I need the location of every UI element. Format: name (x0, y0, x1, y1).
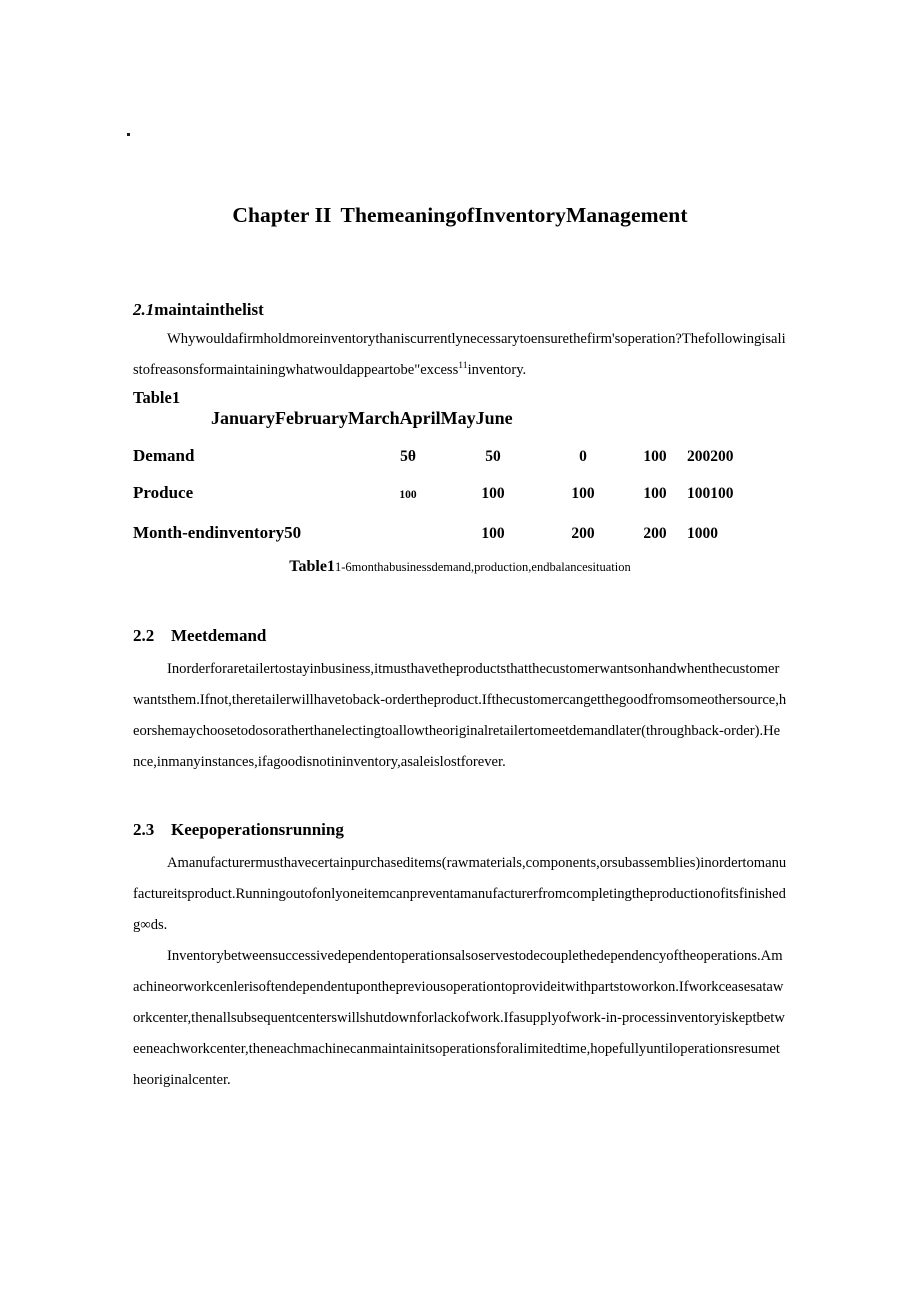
table-caption-text: 1-6monthabusinessdemand,production,endbalancesituation (334, 560, 631, 574)
paragraph-2-3-1: Amanufacturermusthavecertainpurchaseditems(rawmaterials,components,orsubassemblies)inordertomanufactureitsproduct.Runningoutofonlyoneitemcanpreventamanufacturerfromcompletingtheproductionofitsfinishedg∞ds. (133, 855, 787, 933)
page-content (133, 0, 787, 1096)
cell-produce-february: 100 (481, 485, 505, 502)
cell-demand-may-june: 200200 (687, 448, 734, 465)
table-months-header: JanuaryFebruaryMarchAprilMayJune (211, 408, 513, 428)
cell-produce-march: 100 (571, 485, 595, 502)
row-label-demand: Demand (133, 446, 195, 465)
table-row (133, 523, 787, 555)
title-spacer (133, 0, 787, 300)
cell-demand-march: 0 (579, 448, 587, 465)
section-title-2-1: maintainthelist (154, 300, 264, 319)
section-heading-2-3 (133, 820, 787, 840)
table-caption (133, 558, 787, 576)
section-number-2-2: 2.2 (133, 626, 155, 645)
cell-produce-april: 100 (643, 485, 667, 502)
section-heading-2-2 (133, 626, 787, 646)
cell-produce-january: 100 (399, 489, 417, 501)
paragraph-2-2-1: Inorderforaretailertostayinbusiness,itmusthavetheproductsthatthecustomerwantsonhandwhenthecustomerwantsthem.Ifnot,theretailerwillhavetoback-ordertheproduct.Ifthecustomercangetthegoodfromsomeothersource,heorshemaychoosetodosoratherthanelectingtoallowtheoriginalretailertomeetdemandlater(throughback-order).Hence,inmanyinstances,ifagoodisnotininventory,asaleislostforever. (133, 661, 787, 770)
cell-demand-april: 100 (643, 448, 667, 465)
cell-produce-may-june: 100100 (687, 485, 734, 502)
cell-endinv-may-june: 1000 (687, 525, 718, 542)
chapter-title (133, 203, 787, 228)
section-heading-2-1 (133, 300, 787, 320)
table-row (133, 483, 787, 523)
cell-endinv-march: 200 (571, 525, 595, 542)
cell-endinv-january (371, 523, 445, 555)
paragraph-text-before-sup: Whywouldafirmholdmoreinventorythaniscurrentlynecessarytoensurethefirm'soperation?Thefollowingisalistofreasonsformaintainingwhatwouldappeartobe"excess (133, 331, 786, 378)
cell-demand-january: 5θ (400, 448, 416, 465)
section-number-2-3: 2.3 (133, 820, 155, 839)
row-label-month-end-inventory: Month-endinventory50 (133, 523, 302, 542)
cell-demand-february: 50 (485, 448, 501, 465)
table-label: Table1 (133, 388, 181, 407)
table-row (133, 446, 787, 483)
inventory-table (133, 408, 787, 555)
row-label-produce: Produce (133, 483, 194, 502)
section-title-2-3: Keepoperationsrunning (171, 820, 344, 839)
scan-artifact-dot (127, 133, 130, 136)
section-title-2-2: Meetdemand (171, 626, 267, 645)
table-caption-label: Table1 (289, 558, 335, 575)
paragraph-2-1-1 (133, 324, 787, 386)
chapter-title-text: ThemeaningofInventoryManagement (340, 203, 688, 227)
paragraph-text-after-sup: inventory. (467, 362, 527, 378)
section-number-2-1: 2.1 (133, 300, 155, 319)
cell-endinv-april: 200 (643, 525, 667, 542)
chapter-number: Chapter II (232, 203, 332, 227)
cell-endinv-february: 100 (481, 525, 505, 542)
table-header-row (133, 408, 787, 446)
footnote-marker: 11 (458, 360, 468, 372)
paragraph-2-3-2: Inventorybetweensuccessivedependentoperationsalsoservestodecouplethedependencyoftheoperations.Amachineorworkcenlerisoftendependentuponthepreviousoperationtoprovideitwithpartstoworkon.Ifworkceasesataworkcenter,thenallsubsequentcenterswillshutdownforlackofwork.Ifasupplyofwork-in-processinventoryiskeptbetweeneachworkcenter,theneachmachinecanmaintainitsoperationsforalimitedtime,hopefullyuntiloperationsresumetheoriginalcenter. (133, 948, 785, 1088)
